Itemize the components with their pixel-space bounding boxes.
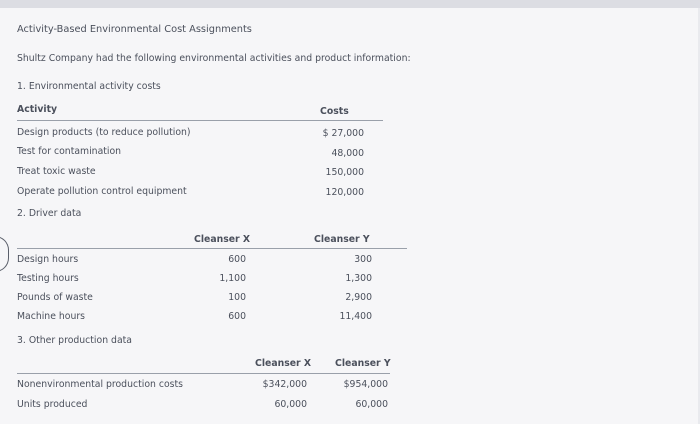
section3-header-rule <box>17 373 390 374</box>
production-row-label: Units produced <box>17 399 88 410</box>
driver-row-label: Machine hours <box>17 311 86 322</box>
section1-header-rule <box>17 120 383 121</box>
activity-header: Activity <box>17 104 58 115</box>
driver-row-x: 600 <box>228 254 246 265</box>
cleanser-y-header: Cleanser Y <box>314 234 370 245</box>
activity-row-cost: $ 27,000 <box>322 128 364 139</box>
cleanser-y-header: Cleanser Y <box>335 358 391 369</box>
section2-heading: 2. Driver data <box>17 208 82 219</box>
activity-row-cost: 150,000 <box>325 167 364 178</box>
top-edge <box>0 0 700 8</box>
driver-row-y: 2,900 <box>345 292 372 303</box>
production-row-x: $342,000 <box>262 379 307 390</box>
cleanser-x-header: Cleanser X <box>255 358 312 369</box>
activity-row-label: Design products (to reduce pollution) <box>17 127 191 138</box>
driver-row-y: 11,400 <box>339 311 372 322</box>
driver-row-label: Pounds of waste <box>17 292 93 303</box>
page-title: Activity-Based Environmental Cost Assignments <box>17 24 252 35</box>
production-row-x: 60,000 <box>274 399 307 410</box>
activity-row-label: Test for contamination <box>17 146 122 157</box>
section1-heading: 1. Environmental activity costs <box>17 81 161 92</box>
activity-row-cost: 48,000 <box>331 148 364 159</box>
driver-row-x: 100 <box>228 292 246 303</box>
section2-header-rule <box>17 248 407 249</box>
production-row-y: $954,000 <box>343 379 388 390</box>
production-row-y: 60,000 <box>355 399 388 410</box>
driver-row-y: 300 <box>354 254 372 265</box>
costs-header: Costs <box>320 106 349 117</box>
cleanser-x-header: Cleanser X <box>194 234 251 245</box>
driver-row-y: 1,300 <box>345 273 372 284</box>
driver-row-x: 1,100 <box>219 273 246 284</box>
driver-row-label: Testing hours <box>17 273 79 284</box>
activity-row-cost: 120,000 <box>325 187 364 198</box>
section3-heading: 3. Other production data <box>17 335 132 346</box>
intro-text: Shultz Company had the following environmental activities and product information: <box>17 53 411 64</box>
production-row-label: Nonenvironmental production costs <box>17 379 183 390</box>
activity-row-label: Operate pollution control equipment <box>17 186 187 197</box>
activity-row-label: Treat toxic waste <box>17 166 96 177</box>
driver-row-label: Design hours <box>17 254 79 265</box>
driver-row-x: 600 <box>228 311 246 322</box>
